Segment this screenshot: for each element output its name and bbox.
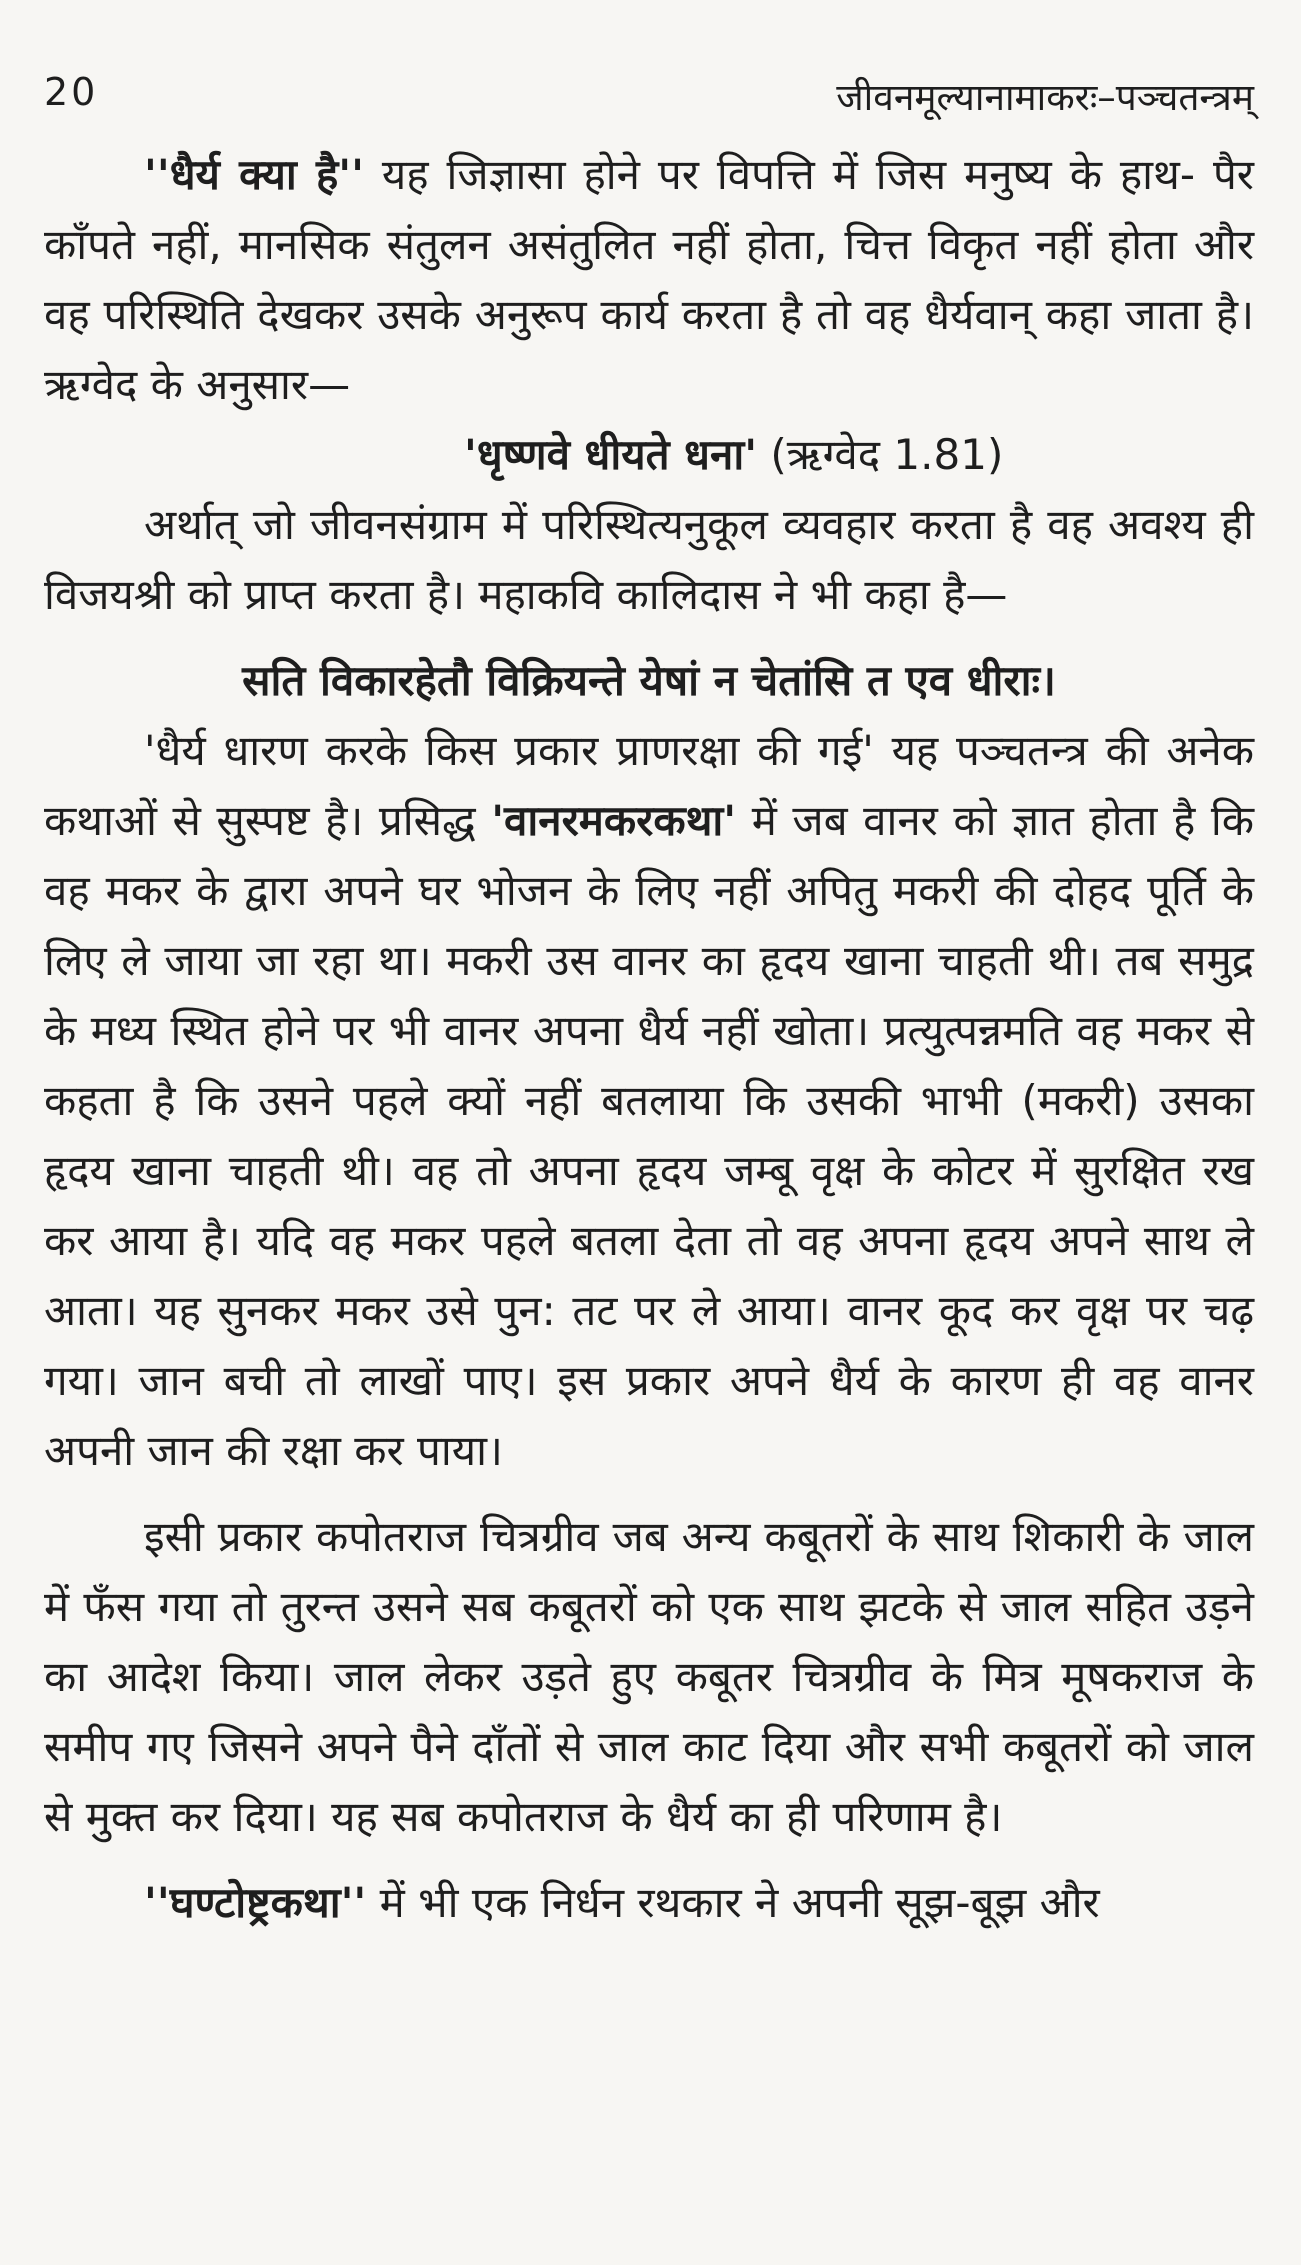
paragraph-3-bold: 'वानरमकरकथा' — [491, 796, 737, 845]
kalidasa-quote: सति विकारहेतौ विक्रियन्ते येषां न चेतांसि त एव धीराः। — [242, 656, 1056, 705]
paragraph-2-text: अर्थात् जो जीवनसंग्राम में परिस्थित्यनुकूल व्यवहार करता है वह अवश्य ही विजयश्री को प्राप्त करता है। महाकवि कालिदास ने भी कहा है— — [44, 500, 1254, 619]
running-title: जीवनमूल्यानामाकरः–पञ्चतन्त्रम् — [836, 76, 1254, 119]
paragraph-4-text: इसी प्रकार कपोतराज चित्रग्रीव जब अन्य कबूतरों के साथ शिकारी के जाल में फँस गया तो तुरन्त उसने सब कबूतरों को एक साथ झटके से जाल सहित उड़ने का आदेश किया। जाल लेकर उड़ते हुए कबूतर चित्रग्रीव के मित्र मूषकराज के समीप गए जिसने अपने पैने दाँतों से जाल काट दिया और सभी कबूतरों को जाल से मुक्त कर दिया। यह सब कपोतराज के धैर्य का ही परिणाम है। — [44, 1512, 1254, 1841]
document-page — [44, 70, 1254, 2240]
paragraph-3-text-b: में जब वानर को ज्ञात होता है कि वह मकर के द्वारा अपने घर भोजन के लिए नहीं अपितु मकरी की दोहद पूर्ति के लिए ले जाया जा रहा था। मकरी उस वानर का हृदय खाना चाहती थी। तब समुद्र के मध्य स्थित होने पर भी वानर अपना धैर्य नहीं खोता। प्रत्युत्पन्नमति वह मकर से कहता है कि उसने पहले क्यों नहीं बतलाया कि उसकी भाभी (मकरी) उसका हृदय खाना चाहती थी। वह तो अपना हृदय जम्बू वृक्ष के कोटर में सुरक्षित रख कर आया है। यदि वह मकर पहले बतला देता तो वह अपना हृदय अपने साथ ले आता। यह सुनकर मकर उसे पुन: तट पर ले आया। वानर कूद कर वृक्ष पर चढ़ गया। जान बची तो लाखों पाए। इस प्रकार अपने धैर्य के कारण ही वह वानर अपनी जान की रक्षा कर पाया। — [44, 796, 1255, 1475]
rigveda-quote — [44, 420, 1254, 490]
paragraph-3-text-a: 'धैर्य धारण करके किस प्रकार प्राणरक्षा की गई' यह पञ्चतन्त्र की अनेक कथाओं से सुस्पष्ट है। प्रसिद्ध — [44, 726, 1254, 845]
paragraph-5 — [44, 1868, 1254, 1938]
paragraph-1 — [44, 140, 1254, 420]
paragraph-3 — [44, 716, 1254, 1486]
paragraph-5-text: में भी एक निर्धन रथकार ने अपनी सूझ-बूझ और — [366, 1878, 1100, 1927]
paragraph-1-bold-lead: ''धैर्य क्या है'' — [144, 150, 364, 199]
rigveda-quote-ref: (ऋग्वेद 1.81) — [757, 430, 1004, 479]
paragraph-4 — [44, 1502, 1254, 1852]
paragraph-1-text: यह जिज्ञासा होने पर विपत्ति में जिस मनुष्य के हाथ- पैर काँपते नहीं, मानसिक संतुलन असंतुलित नहीं होता, चित्त विकृत नहीं होता और वह परिस्थिति देखकर उसके अनुरूप कार्य करता है तो वह धैर्यवान् कहा जाता है। ऋग्वेद के अनुसार— — [44, 150, 1254, 409]
rigveda-quote-text: 'धृष्णवे धीयते धना' — [464, 430, 758, 479]
page-header — [44, 70, 1254, 140]
paragraph-2 — [44, 490, 1254, 630]
paragraph-5-bold-lead: ''घण्टोष्ट्रकथा'' — [144, 1878, 367, 1927]
page-number: 20 — [44, 70, 99, 114]
